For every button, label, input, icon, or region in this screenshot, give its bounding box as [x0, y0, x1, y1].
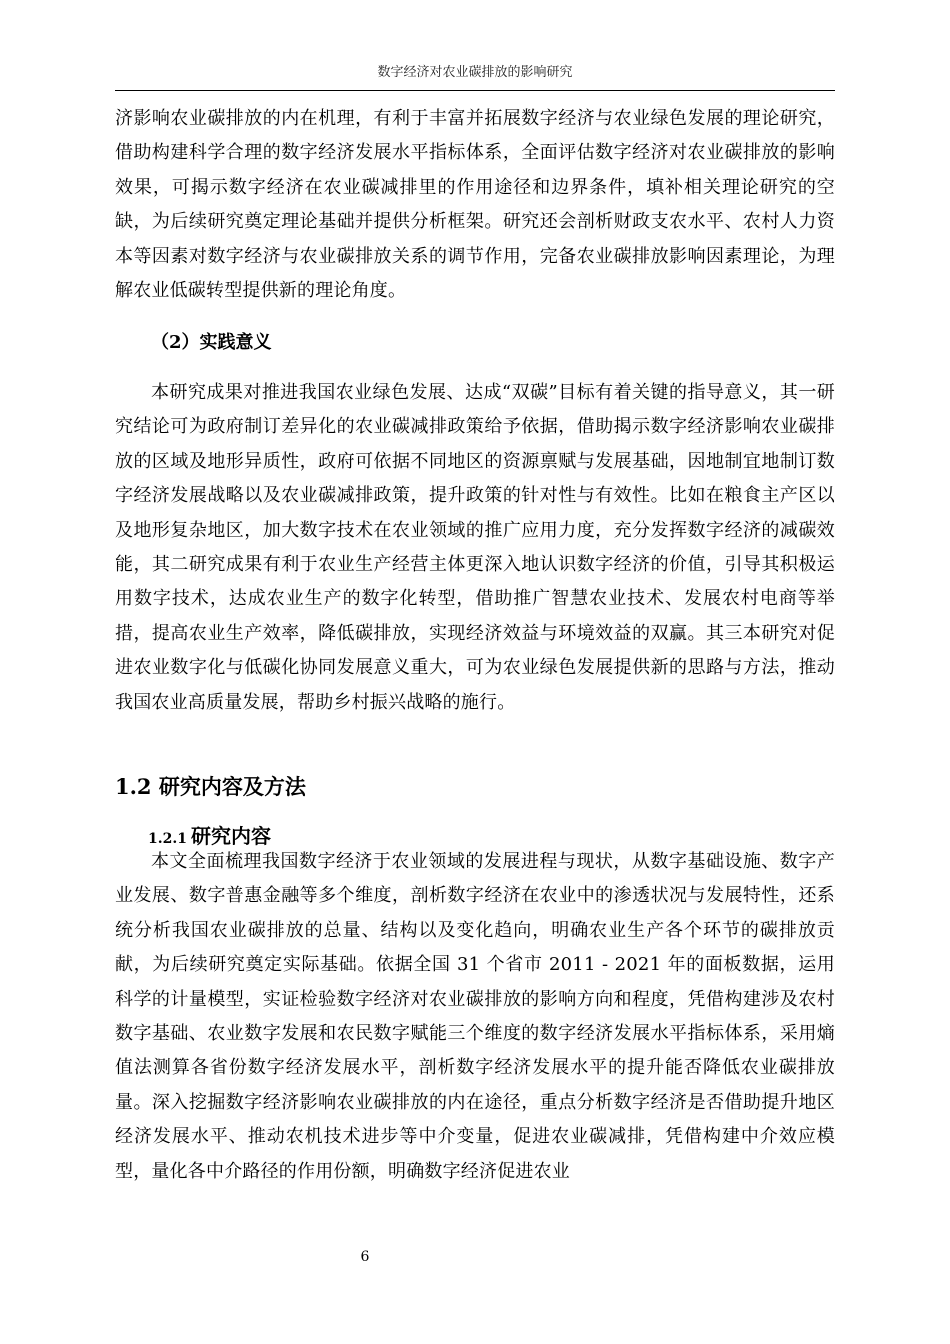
section-heading: 1.2 研究内容及方法 [115, 774, 306, 799]
practical-significance-heading: （2）实践意义 [151, 332, 272, 353]
body-paragraph-practice: 本研究成果对推进我国农业绿色发展、达成“双碳”目标有着关键的指导意义，其一研究结论可为政府制订差异化的农业碳减排政策给予依据，借助揭示数字经济影响农业碳排放的区域及地形异质性，政府可依据不同地区的资源禀赋与发展基础，因地制宜地制订数字经济发展战略以及农业碳减排政策，提升政策的针对性与有效性。比如在粮食主产区以及地形复杂地区，加大数字技术在农业领域的推广应用力度，充分发挥数字经济的减碳效能，其二研究成果有利于农业生产经营主体更深入地认识数字经济的价值，引导其积极运用数字技术，达成农业生产的数字化转型，借助推广智慧农业技术、发展农村电商等举措，提高农业生产效率，降低碳排放，实现经济效益与环境效益的双赢。其三本研究对促进农业数字化与低碳化协同发展意义重大，可为农业绿色发展提供新的思路与方法，推动我国农业高质量发展，帮助乡村振兴战略的施行。 [115, 382, 835, 713]
page-number: 6 [360, 1249, 370, 1265]
running-header: 数字经济对农业碳排放的影响研究 [377, 65, 573, 80]
subsection-title: 研究内容 [190, 824, 271, 848]
subsection-number: 1.2.1 [148, 831, 187, 847]
body-paragraph-content: 本文全面梳理我国数字经济于农业领域的发展进程与现状，从数字基础设施、数字产业发展、数字普惠金融等多个维度，剖析数字经济在农业中的渗透状况与发展特性，还系统分析我国农业碳排放的总量、结构以及变化趋向，明确农业生产各个环节的碳排放贡献，为后续研究奠定实际基础。依据全国 31 个省市 2011 - 2021 年的面板数据，运用科学的计量模型，实证检验数字经济对农业碳排放的影响方向和程度，凭借构建涉及农村数字基础、农业数字发展和农民数字赋能三个维度的数字经济发展水平指标体系，采用熵值法测算各省份数字经济发展水平，剖析数字经济发展水平的提升能否降低农业碳排放量。深入挖掘数字经济影响农业碳排放的内在途径，重点分析数字经济是否借助提升地区经济发展水平、推动农机技术进步等中介变量，促进农业碳减排，凭借构建中介效应模型，量化各中介路径的作用份额，明确数字经济促进农业 [115, 851, 835, 1182]
header-divider [115, 90, 835, 91]
body-paragraph-theory: 济影响农业碳排放的内在机理，有利于丰富并拓展数字经济与农业绿色发展的理论研究，借助构建科学合理的数字经济发展水平指标体系，全面评估数字经济对农业碳排放的影响效果，可揭示数字经济在农业碳减排里的作用途径和边界条件，填补相关理论研究的空缺，为后续研究奠定理论基础并提供分析框架。研究还会剖析财政支农水平、农村人力资本等因素对数字经济与农业碳排放关系的调节作用，完备农业碳排放影响因素理论，为理解农业低碳转型提供新的理论角度。 [115, 108, 835, 302]
